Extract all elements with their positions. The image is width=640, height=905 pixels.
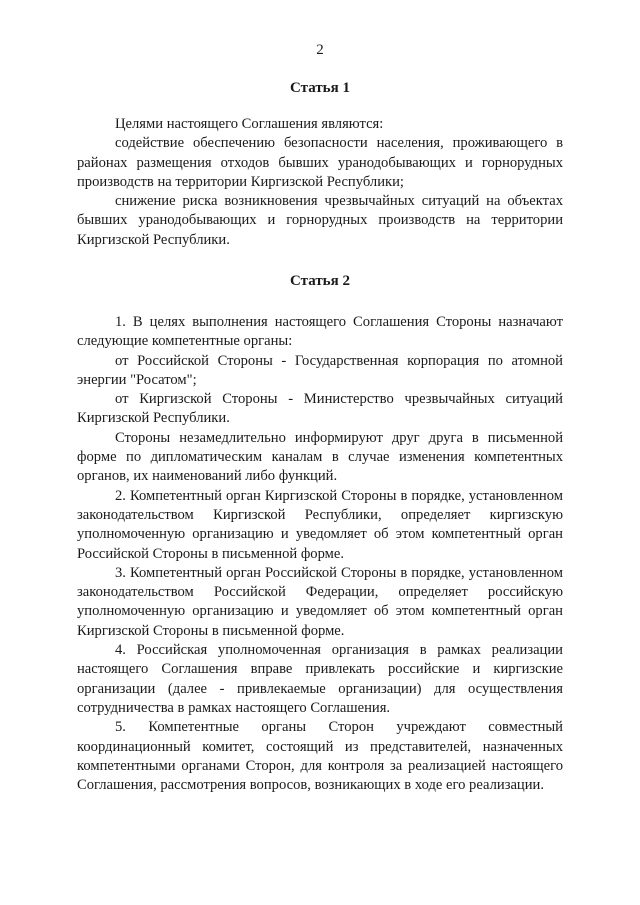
article-2-paragraph: 1. В целях выполнения настоящего Соглашения Стороны назначают следующие компетентные органы: — [77, 314, 563, 350]
article-1-paragraph: содействие обеспечению безопасности населения, проживающего в районах размещения отходов бывших уранодобывающих и горнорудных производств на территории Киргизской Республики; — [77, 135, 563, 190]
article-2-paragraph: Стороны незамедлительно информируют друг друга в письменной форме по дипломатическим каналам в случае изменения компетентных органов, их наименований либо функций. — [77, 429, 563, 485]
article-2-heading: Статья 2 — [290, 273, 350, 289]
article-2-paragraph: 5. Компетентные органы Сторон учреждают совместный координационный комитет, состоящий из представителей, назначенных компетентными органами Сторон, для контроля за реализацией настоящего Соглашения, рассмотрения вопросов, возникающих в ходе его реализации. — [77, 719, 563, 794]
article-1-heading: Статья 1 — [290, 80, 350, 96]
article-2-paragraph: от Российской Стороны - Государственная корпорация по атомной энергии "Росатом"; — [77, 352, 563, 388]
article-2-paragraph: 3. Компетентный орган Российской Стороны в порядке, установленном законодательством Российской Федерации, определяет российскую уполномоченную организацию и уведомляет об этом компетентный орган Киргизской Стороны в письменной форме. — [77, 564, 563, 639]
article-2-paragraph: 2. Компетентный орган Киргизской Стороны в порядке, установленном законодательством Киргизской Республики, определяет киргизскую уполномоченную организацию и уведомляет об этом компетентный орган Российской Стороны в письменной форме. — [77, 487, 563, 562]
article-2-paragraph: 4. Российская уполномоченная организация в рамках реализации настоящего Соглашения вправе привлекать российские и киргизские организации (далее - привлекаемые организации) для осуществления сотрудничества в рамках настоящего Соглашения. — [77, 642, 563, 716]
article-1-paragraph: снижение риска возникновения чрезвычайных ситуаций на объектах бывших уранодобывающих и горнорудных производств на территории Киргизской Республики. — [77, 193, 563, 248]
article-2-paragraph: от Киргизской Стороны - Министерство чрезвычайных ситуаций Киргизской Республики. — [77, 391, 563, 427]
article-2-body — [77, 313, 563, 795]
article-1-body — [77, 115, 563, 250]
document-body — [77, 0, 563, 905]
page-number: 2 — [316, 42, 324, 58]
article-1-paragraph: Целями настоящего Соглашения являются: — [115, 116, 384, 132]
